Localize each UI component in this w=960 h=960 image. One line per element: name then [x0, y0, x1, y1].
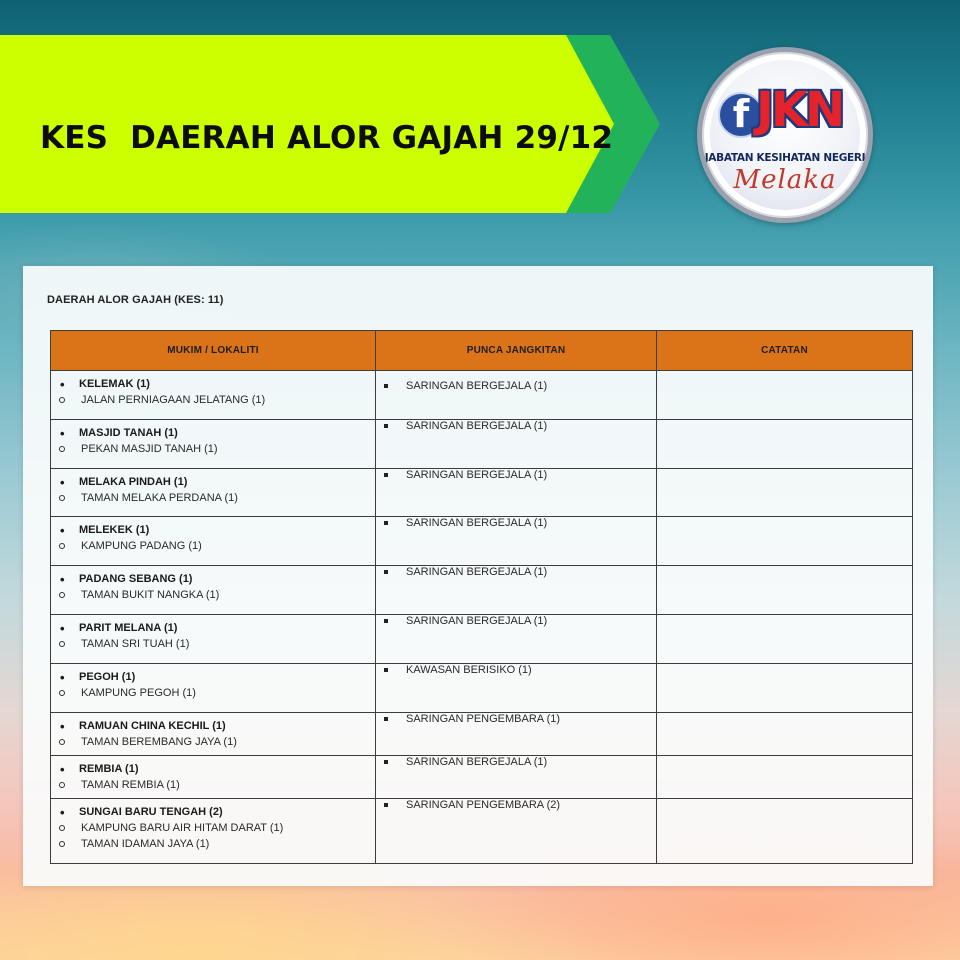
source-text: SARINGAN PENGEMBARA (1)	[406, 713, 561, 725]
note-cell	[657, 615, 913, 664]
logo-abbr: JKN	[756, 82, 843, 138]
document-heading: DAERAH ALOR GAJAH (KES: 11)	[47, 294, 224, 306]
column-header-mukim: MUKIM / LOKALITI	[51, 331, 376, 371]
bullet-icon: •	[60, 669, 65, 685]
bullet-icon: •	[60, 376, 65, 392]
square-bullet-icon	[384, 717, 388, 721]
source-cell	[376, 799, 657, 864]
mukim-name: PADANG SEBANG (1)	[79, 573, 193, 585]
source-item	[376, 566, 656, 578]
circle-bullet-icon	[59, 592, 65, 598]
locality-name: KAMPUNG BARU AIR HITAM DARAT (1)	[81, 822, 284, 834]
mukim-name: MASJID TANAH (1)	[79, 427, 178, 439]
source-text: SARINGAN BERGEJALA (1)	[406, 615, 548, 627]
bullet-icon: •	[60, 620, 65, 636]
locality-name: TAMAN MELAKA PERDANA (1)	[81, 492, 238, 504]
note-cell	[657, 566, 913, 615]
table-body	[51, 371, 913, 864]
bullet-icon: •	[60, 425, 65, 441]
cases-table	[50, 330, 913, 864]
mukim-item	[57, 669, 375, 685]
source-item	[376, 469, 656, 481]
mukim-name: REMBIA (1)	[79, 763, 139, 775]
circle-bullet-icon	[59, 739, 65, 745]
square-bullet-icon	[384, 473, 388, 477]
mukim-cell	[51, 664, 376, 713]
locality-name: JALAN PERNIAGAAN JELATANG (1)	[81, 394, 266, 406]
source-cell	[376, 469, 657, 517]
bullet-icon: •	[60, 804, 65, 820]
bullet-icon: •	[60, 571, 65, 587]
square-bullet-icon	[384, 803, 388, 807]
locality-item	[57, 392, 375, 408]
locality-item	[57, 587, 375, 603]
source-text: SARINGAN BERGEJALA (1)	[406, 420, 548, 432]
source-text: KAWASAN BERISIKO (1)	[406, 664, 532, 676]
source-item	[376, 420, 656, 432]
source-cell	[376, 566, 657, 615]
mukim-item	[57, 804, 375, 820]
square-bullet-icon	[384, 570, 388, 574]
circle-bullet-icon	[59, 495, 65, 501]
square-bullet-icon	[384, 424, 388, 428]
mukim-item	[57, 718, 375, 734]
note-cell	[657, 517, 913, 566]
table-row	[51, 469, 913, 517]
locality-name: KAMPUNG PEGOH (1)	[81, 687, 196, 699]
note-cell	[657, 371, 913, 420]
mukim-cell	[51, 371, 376, 420]
locality-name: KAMPUNG PADANG (1)	[81, 540, 202, 552]
note-cell	[657, 713, 913, 756]
locality-item	[57, 777, 375, 793]
table-row	[51, 420, 913, 469]
square-bullet-icon	[384, 619, 388, 623]
mukim-cell	[51, 713, 376, 756]
source-cell	[376, 517, 657, 566]
locality-item	[57, 685, 375, 701]
table-row	[51, 713, 913, 756]
source-text: SARINGAN BERGEJALA (1)	[406, 517, 548, 529]
table-row	[51, 566, 913, 615]
mukim-item	[57, 474, 375, 490]
locality-name: TAMAN IDAMAN JAYA (1)	[81, 838, 210, 850]
circle-bullet-icon	[59, 825, 65, 831]
source-cell	[376, 756, 657, 799]
source-text: SARINGAN BERGEJALA (1)	[406, 756, 548, 768]
circle-bullet-icon	[59, 446, 65, 452]
facebook-icon: f	[718, 92, 764, 138]
locality-name: TAMAN BUKIT NANGKA (1)	[81, 589, 220, 601]
source-cell	[376, 713, 657, 756]
table-row	[51, 615, 913, 664]
mukim-item	[57, 761, 375, 777]
source-cell	[376, 420, 657, 469]
mukim-name: PARIT MELANA (1)	[79, 622, 178, 634]
mukim-cell	[51, 566, 376, 615]
bullet-icon: •	[60, 718, 65, 734]
locality-name: PEKAN MASJID TANAH (1)	[81, 443, 218, 455]
mukim-item	[57, 522, 375, 538]
source-item	[376, 615, 656, 627]
document-panel	[23, 266, 933, 886]
bullet-icon: •	[60, 474, 65, 490]
locality-item	[57, 836, 375, 852]
source-text: SARINGAN BERGEJALA (1)	[406, 469, 548, 481]
mukim-cell	[51, 517, 376, 566]
source-item	[376, 517, 656, 529]
banner-title: KES DAERAH ALOR GAJAH 29/12	[40, 120, 614, 156]
table-row	[51, 517, 913, 566]
locality-item	[57, 490, 375, 506]
bullet-icon: •	[60, 522, 65, 538]
table-row	[51, 756, 913, 799]
source-text: SARINGAN BERGEJALA (1)	[406, 566, 548, 578]
note-cell	[657, 664, 913, 713]
mukim-cell	[51, 756, 376, 799]
source-cell	[376, 615, 657, 664]
title-banner	[0, 35, 660, 213]
circle-bullet-icon	[59, 543, 65, 549]
square-bullet-icon	[384, 668, 388, 672]
square-bullet-icon	[384, 384, 388, 388]
mukim-cell	[51, 469, 376, 517]
source-item	[376, 713, 656, 725]
mukim-name: SUNGAI BARU TENGAH (2)	[79, 806, 223, 818]
circle-bullet-icon	[59, 641, 65, 647]
locality-item	[57, 538, 375, 554]
table-header-row	[51, 331, 913, 371]
source-text: SARINGAN PENGEMBARA (2)	[406, 799, 561, 811]
source-item	[376, 371, 656, 392]
source-item	[376, 756, 656, 768]
circle-bullet-icon	[59, 782, 65, 788]
mukim-name: PEGOH (1)	[79, 671, 136, 683]
mukim-name: RAMUAN CHINA KECHIL (1)	[79, 720, 226, 732]
source-cell	[376, 371, 657, 420]
locality-name: TAMAN SRI TUAH (1)	[81, 638, 190, 650]
logo-subtitle: JABATAN KESIHATAN NEGERI	[704, 152, 866, 164]
mukim-name: KELEMAK (1)	[79, 378, 150, 390]
mukim-cell	[51, 799, 376, 864]
locality-name: TAMAN BEREMBANG JAYA (1)	[81, 736, 237, 748]
circle-bullet-icon	[59, 397, 65, 403]
logo-script: Melaka	[733, 165, 837, 195]
circle-bullet-icon	[59, 690, 65, 696]
table-row	[51, 371, 913, 420]
mukim-name: MELEKEK (1)	[79, 524, 150, 536]
table-row	[51, 799, 913, 864]
locality-name: TAMAN REMBIA (1)	[81, 779, 180, 791]
locality-item	[57, 734, 375, 750]
square-bullet-icon	[384, 760, 388, 764]
circle-bullet-icon	[59, 841, 65, 847]
column-header-punca: PUNCA JANGKITAN	[376, 331, 657, 371]
source-item	[376, 664, 656, 676]
note-cell	[657, 420, 913, 469]
note-cell	[657, 469, 913, 517]
table-row	[51, 664, 913, 713]
jkn-logo	[697, 47, 873, 223]
mukim-item	[57, 376, 375, 392]
bullet-icon: •	[60, 761, 65, 777]
note-cell	[657, 756, 913, 799]
note-cell	[657, 799, 913, 864]
mukim-item	[57, 425, 375, 441]
source-item	[376, 799, 656, 811]
locality-item	[57, 820, 375, 836]
source-text: SARINGAN BERGEJALA (1)	[406, 380, 548, 392]
mukim-cell	[51, 420, 376, 469]
mukim-item	[57, 620, 375, 636]
source-cell	[376, 664, 657, 713]
mukim-item	[57, 571, 375, 587]
mukim-cell	[51, 615, 376, 664]
square-bullet-icon	[384, 521, 388, 525]
locality-item	[57, 636, 375, 652]
mukim-name: MELAKA PINDAH (1)	[79, 476, 188, 488]
column-header-catatan: CATATAN	[657, 331, 913, 371]
locality-item	[57, 441, 375, 457]
